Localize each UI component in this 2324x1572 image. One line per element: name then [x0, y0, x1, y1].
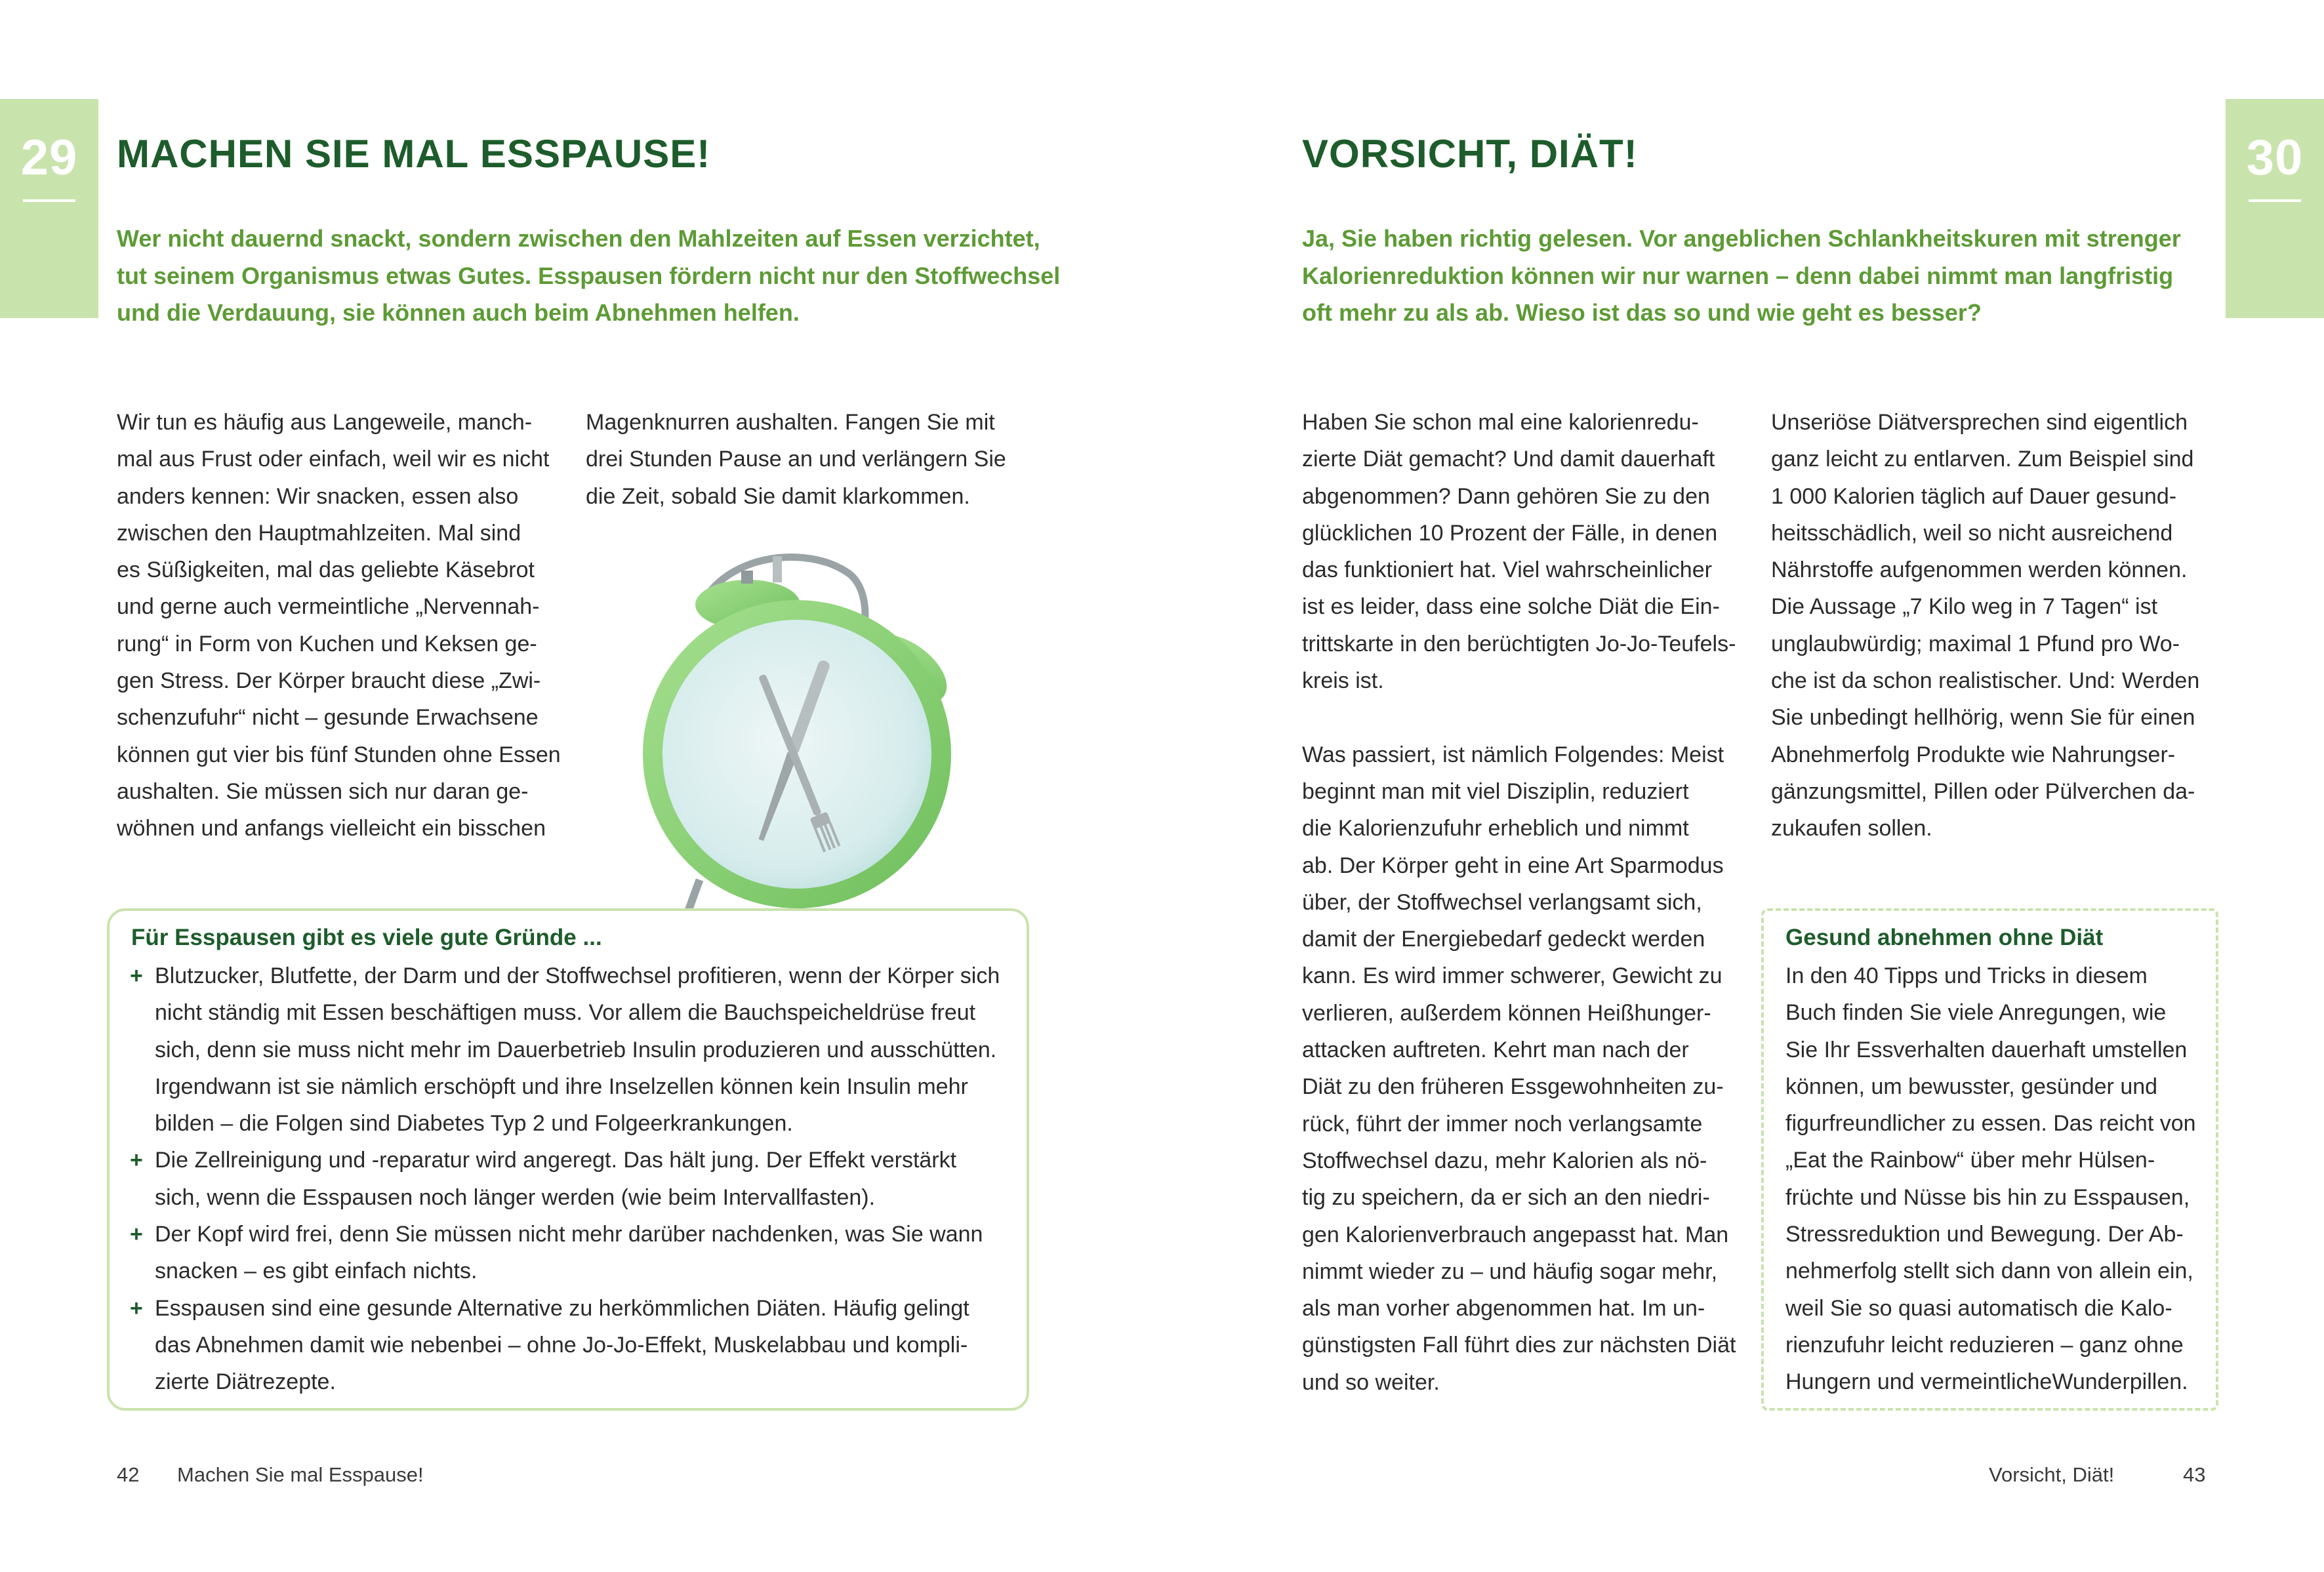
list-item — [130, 957, 1000, 1142]
text-line: wöhnen und anfangs vielleicht ein bisschen — [117, 816, 546, 841]
text-line: che ist da schon realistischer. Und: Werden — [1771, 668, 2200, 694]
plus-icon: + — [130, 1295, 143, 1321]
text-line: In den 40 Tipps und Tricks in diesem — [1785, 963, 2148, 988]
text-line: als man vorher abgenommen hat. Im un- — [1302, 1296, 1705, 1321]
text-line: figurfreundlicher zu essen. Das reicht von — [1785, 1111, 2196, 1137]
intro-line: Wer nicht dauernd snackt, sondern zwischen den Mahlzeiten auf Essen verzichtet, — [117, 225, 1040, 252]
intro-line: Ja, Sie haben richtig gelesen. Vor angeblichen Schlankheitskuren mit strenger — [1302, 225, 2181, 252]
text-line: die Kalorienzufuhr erheblich und nimmt — [1302, 816, 1689, 841]
text-line: Irgendwann ist sie nämlich erschöpft und ihre Inselzellen können kein Insulin mehr — [155, 1074, 968, 1099]
body-column-left-2 — [586, 404, 1006, 515]
text-line: Blutzucker, Blutfette, der Darm und der Stoffwechsel profitieren, wenn der Körper sich — [155, 963, 1000, 988]
intro-right — [1302, 220, 2181, 332]
text-line: Buch finden Sie viele Anregungen, wie — [1785, 1000, 2167, 1026]
text-line: und so weiter. — [1302, 1369, 1440, 1395]
text-line: Unseriöse Diätversprechen sind eigentlich — [1771, 410, 2188, 435]
text-line: Diät zu den früheren Essgewohnheiten zu- — [1302, 1074, 1724, 1100]
text-line: das Abnehmen damit wie nebenbei – ohne Jo-Jo-Effekt, Muskelabbau und kompli- — [155, 1332, 968, 1358]
text-line: anders kennen: Wir snacken, essen also — [117, 483, 519, 509]
text-line: trittskarte in den berüchtigten Jo-Jo-Teufels- — [1302, 631, 1736, 656]
text-line: gänzungsmittel, Pillen oder Pülverchen da- — [1771, 778, 2195, 804]
text-line: gen Stress. Der Körper braucht diese „Zwi- — [117, 668, 541, 694]
text-line: snacken – es gibt einfach nichts. — [155, 1259, 478, 1284]
page-title-right: VORSICHT, DIÄT! — [1302, 132, 1638, 176]
text-line: zukaufen sollen. — [1771, 816, 1932, 841]
footer-running-title-left: Machen Sie mal Esspause! — [177, 1463, 424, 1486]
text-line: damit der Energiebedarf gedeckt werden — [1302, 927, 1705, 952]
text-line: schenzufuhr“ nicht – gesunde Erwachsene — [117, 705, 539, 731]
text-line: nehmerfolg stellt sich dann von allein ein, — [1785, 1259, 2193, 1284]
tip-number-tab-right — [2226, 99, 2324, 318]
text-line: kann. Es wird immer schwerer, Gewicht zu — [1302, 963, 1723, 989]
footer-page-number-left: 42 — [117, 1463, 140, 1486]
text-line: Nährstoffe aufgenommen werden können. — [1771, 557, 2188, 583]
text-line: Die Aussage „7 Kilo weg in 7 Tagen“ ist — [1771, 594, 2158, 620]
text-line: bilden – die Folgen sind Diabetes Typ 2 und Folgeerkrankungen. — [155, 1111, 793, 1137]
text-line: Haben Sie schon mal eine kalorienredu- — [1302, 410, 1699, 435]
body-column-left-1 — [117, 404, 561, 847]
text-line: Wir tun es häufig aus Langeweile, manch- — [117, 410, 533, 435]
footer-page-number-right: 43 — [2183, 1463, 2206, 1486]
text-line: ist es leider, dass eine solche Diät die Ein- — [1302, 594, 1720, 620]
text-line: zierte Diätrezepte. — [155, 1369, 336, 1395]
text-line: kreis ist. — [1302, 668, 1384, 694]
reasons-list — [130, 957, 1000, 1401]
text-line: drei Stunden Pause an und verlängern Sie — [586, 447, 1006, 472]
intro-line: oft mehr zu als ab. Wieso ist das so und wie geht es besser? — [1302, 299, 1982, 326]
text-line: Sie unbedingt hellhörig, wenn Sie für einen — [1771, 705, 2195, 731]
text-line: ab. Der Körper geht in eine Art Sparmodus — [1302, 853, 1724, 878]
body-column-right-1 — [1302, 404, 1736, 1401]
text-line: können, um bewusster, gesünder und — [1785, 1074, 2158, 1099]
text-line: und gerne auch vermeintliche „Nervennah- — [117, 594, 540, 620]
text-line: Sie Ihr Essverhalten dauerhaft umstellen — [1785, 1037, 2188, 1062]
text-line: Stressreduktion und Bewegung. Der Ab- — [1785, 1222, 2184, 1247]
text-line: rienzufuhr leicht reduzieren – ganz ohne — [1785, 1332, 2184, 1358]
text-line: glücklichen 10 Prozent der Fälle, in denen — [1302, 520, 1718, 546]
list-item — [130, 1290, 1000, 1401]
text-line: können gut vier bis fünf Stunden ohne Essen — [117, 742, 561, 767]
text-line: über, der Stoffwechsel verlangsamt sich, — [1302, 889, 1702, 915]
alarm-clock-plate-icon — [630, 538, 971, 944]
text-line: es Süßigkeiten, mal das geliebte Käsebrot — [117, 557, 535, 583]
text-line: weil Sie so quasi automatisch die Kalo- — [1785, 1295, 2172, 1321]
text-line: „Eat the Rainbow“ über mehr Hülsen- — [1785, 1148, 2155, 1173]
text-line: abgenommen? Dann gehören Sie zu den — [1302, 483, 1710, 509]
text-line: die Zeit, sobald Sie damit klarkommen. — [586, 483, 970, 509]
text-line: Abnehmerfolg Produkte wie Nahrungser- — [1771, 742, 2176, 767]
page-title-left: MACHEN SIE MAL ESSPAUSE! — [117, 132, 711, 176]
tip-number: 29 — [20, 130, 78, 186]
tip-number-tab-left — [0, 99, 98, 318]
text-line: günstigsten Fall führt dies zur nächsten Diät — [1302, 1333, 1736, 1358]
plus-icon: + — [130, 1222, 143, 1247]
text-line: beginnt man mit viel Disziplin, reduziert — [1302, 778, 1689, 804]
intro-line: Kalorienreduktion können wir nur warnen – denn dabei nimmt man langfristig — [1302, 262, 2174, 289]
list-item — [130, 1216, 1000, 1290]
text-line: Der Kopf wird frei, denn Sie müssen nicht mehr darüber nachdenken, was Sie wann — [155, 1222, 983, 1247]
list-item — [130, 1142, 1000, 1216]
text-line: zierte Diät gemacht? Und damit dauerhaft — [1302, 447, 1715, 472]
text-line: nicht ständig mit Essen beschäftigen muss. Vor allem die Bauchspeicheldrüse freut — [155, 1000, 976, 1026]
tip-number: 30 — [2246, 130, 2304, 186]
text-line: heitsschädlich, weil so nicht ausreichend — [1771, 520, 2173, 546]
text-line: Stoffwechsel dazu, mehr Kalorien als nö- — [1302, 1148, 1707, 1173]
text-line: Was passiert, ist nämlich Folgendes: Meist — [1302, 742, 1724, 767]
text-line: unglaubwürdig; maximal 1 Pfund pro Wo- — [1771, 631, 2180, 656]
text-line: das funktioniert hat. Viel wahrscheinlicher — [1302, 557, 1712, 583]
tip-box-title: Gesund abnehmen ohne Diät — [1785, 925, 2104, 950]
reasons-box-title: Für Esspausen gibt es viele gute Gründe ... — [131, 925, 602, 950]
intro-line: tut seinem Organismus etwas Gutes. Esspausen fördern nicht nur den Stoffwechsel — [117, 262, 1061, 289]
text-line: mal aus Frust oder einfach, weil wir es nicht — [117, 447, 550, 472]
text-line: 1 000 Kalorien täglich auf Dauer gesund- — [1771, 483, 2177, 509]
text-line: attacken auftreten. Kehrt man nach der — [1302, 1038, 1689, 1063]
text-line: sich, denn sie muss nicht mehr im Dauerbetrieb Insulin produzieren und ausschütten. — [155, 1037, 997, 1062]
text-line: aushalten. Sie müssen sich nur daran ge- — [117, 778, 529, 804]
plus-icon: + — [130, 963, 143, 988]
intro-line: und die Verdauung, sie können auch beim Abnehmen helfen. — [117, 299, 800, 326]
text-line: Esspausen sind eine gesunde Alternative zu herkömmlichen Diäten. Häufig gelingt — [155, 1295, 969, 1321]
plus-icon: + — [130, 1148, 143, 1173]
body-column-right-2 — [1771, 404, 2199, 847]
text-line: Hungern und vermeintlicheWunderpillen. — [1785, 1369, 2188, 1395]
text-line: Die Zellreinigung und -reparatur wird angeregt. Das hält jung. Der Effekt verstärkt — [155, 1148, 957, 1173]
text-line: ganz leicht zu entlarven. Zum Beispiel sind — [1771, 447, 2194, 472]
tip-box-text — [1785, 957, 2196, 1401]
tab-rule — [2249, 199, 2301, 202]
text-line: zwischen den Hauptmahlzeiten. Mal sind — [117, 520, 521, 546]
text-line: nimmt wieder zu – und häufig sogar mehr, — [1302, 1259, 1718, 1284]
text-line: Magenknurren aushalten. Fangen Sie mit — [586, 410, 995, 435]
paragraph-gap — [1302, 699, 1736, 736]
text-line: sich, wenn die Esspausen noch länger werden (wie beim Intervallfasten). — [155, 1184, 876, 1210]
text-line: verlieren, außerdem können Heißhunger- — [1302, 1000, 1711, 1026]
text-line: tig zu speichern, da er sich an den niedri- — [1302, 1185, 1710, 1211]
text-line: rück, führt der immer noch verlangsamte — [1302, 1111, 1703, 1137]
intro-left — [117, 220, 1060, 332]
footer-running-title-right: Vorsicht, Diät! — [1989, 1463, 2115, 1486]
text-line: gen Kalorienverbrauch angepasst hat. Man — [1302, 1222, 1729, 1247]
text-line: früchte und Nüsse bis hin zu Esspausen, — [1785, 1184, 2190, 1210]
text-line: rung“ in Form von Kuchen und Keksen ge- — [117, 631, 537, 656]
tab-rule — [23, 199, 75, 202]
